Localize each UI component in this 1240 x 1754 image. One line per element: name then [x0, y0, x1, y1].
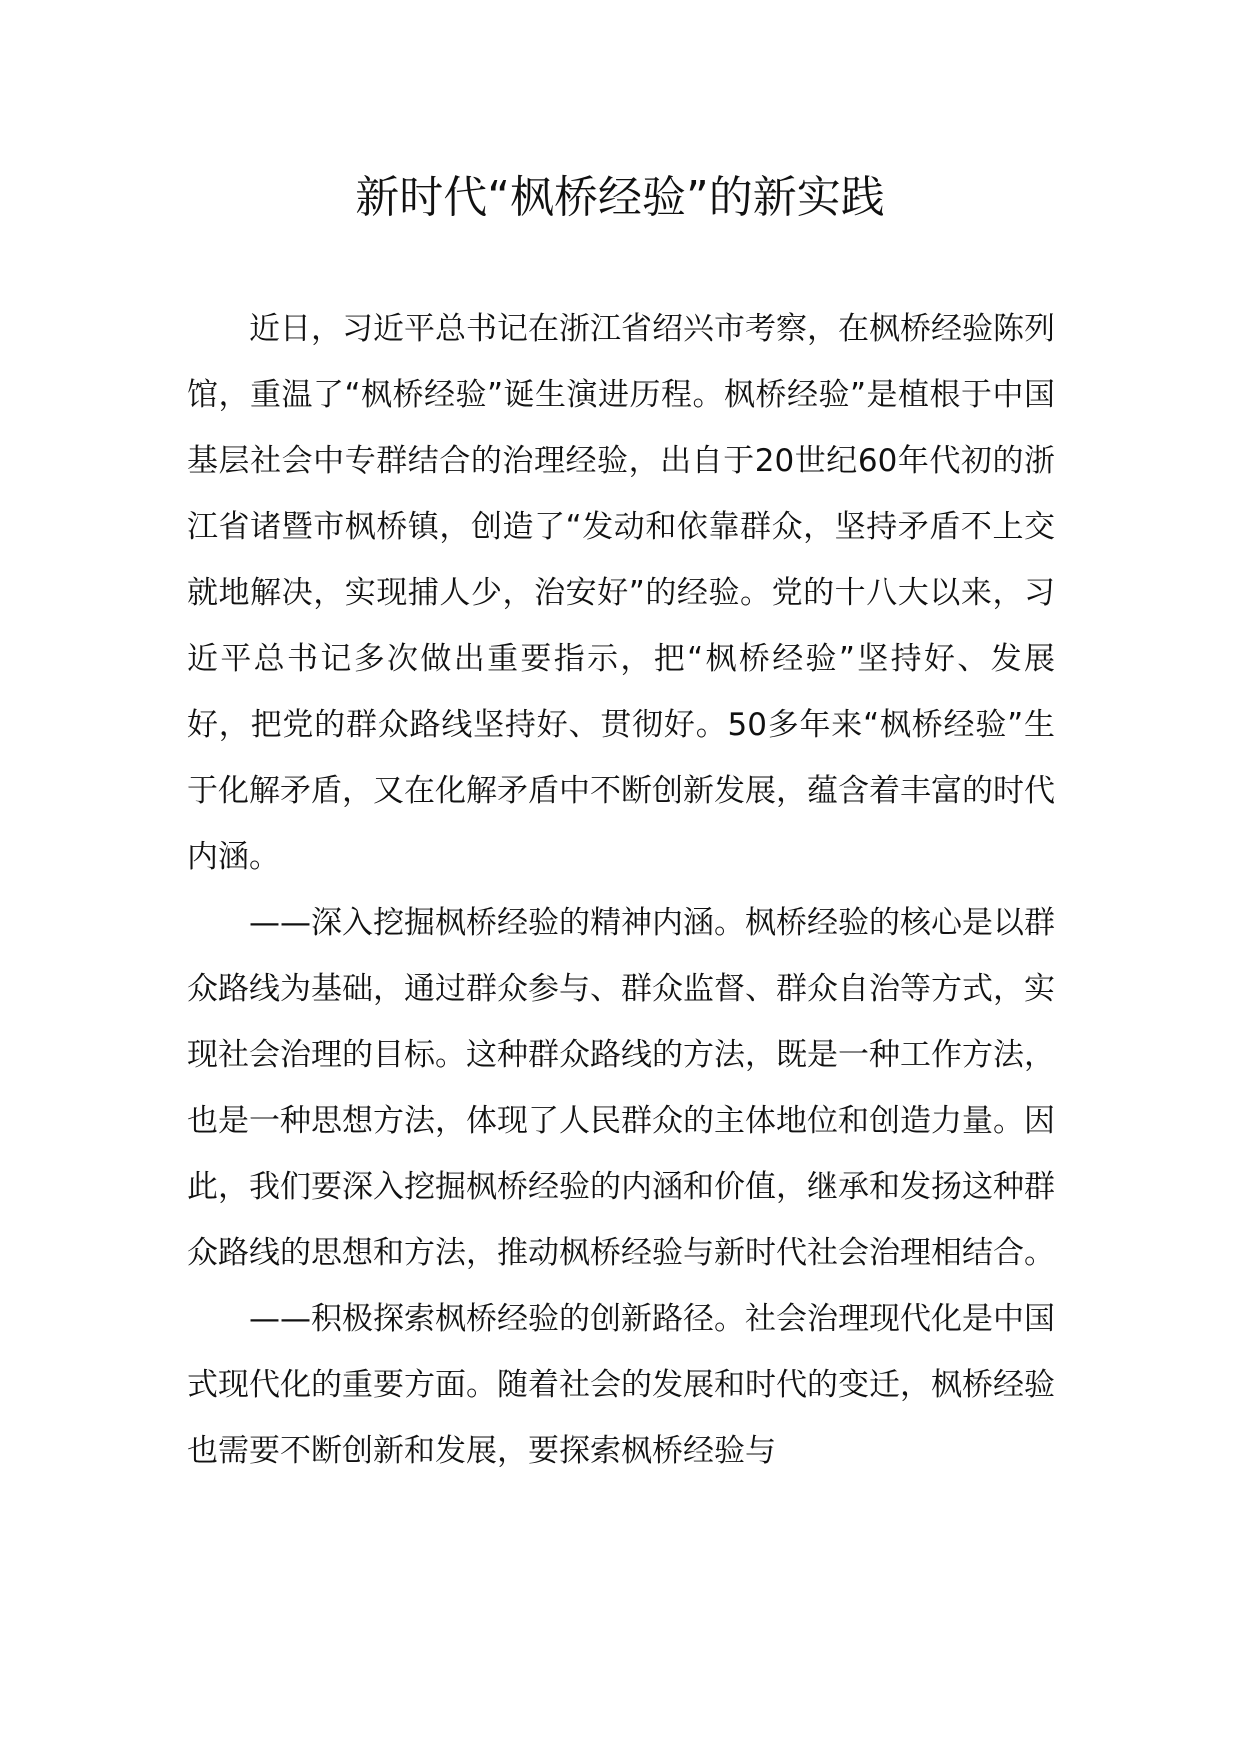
- paragraph-innovation: ——积极探索枫桥经验的创新路径。社会治理现代化是中国式现代化的重要方面。随着社会的发展和时代的变迁，枫桥经验也需要不断创新和发展，要探索枫桥经验与: [187, 1301, 1055, 1469]
- paragraph-spirit: ——深入挖掘枫桥经验的精神内涵。枫桥经验的核心是以群众路线为基础，通过群众参与、群众监督、群众自治等方式，实现社会治理的目标。这种群众路线的方法，既是一种工作方法，也是一种思想方法，体现了人民群众的主体地位和创造力量。因此，我们要深入挖掘枫桥经验的内涵和价值，继承和发扬这种群众路线的思想和方法，推动枫桥经验与新时代社会治理相结合。: [187, 905, 1055, 1271]
- document-body: [187, 296, 1055, 1484]
- paragraph-intro: 近日，习近平总书记在浙江省绍兴市考察，在枫桥经验陈列馆，重温了“枫桥经验”诞生演进历程。枫桥经验”是植根于中国基层社会中专群结合的治理经验，出自于20世纪60年代初的浙江省诸暨市枫桥镇，创造了“发动和依靠群众，坚持矛盾不上交就地解决，实现捕人少，治安好”的经验。党的十八大以来，习近平总书记多次做出重要指示，把“枫桥经验”坚持好、发展好，把党的群众路线坚持好、贯彻好。50多年来“枫桥经验”生于化解矛盾，又在化解矛盾中不断创新发展，蕴含着丰富的时代内涵。: [187, 311, 1055, 875]
- document-title: 新时代“枫桥经验”的新实践: [355, 172, 885, 223]
